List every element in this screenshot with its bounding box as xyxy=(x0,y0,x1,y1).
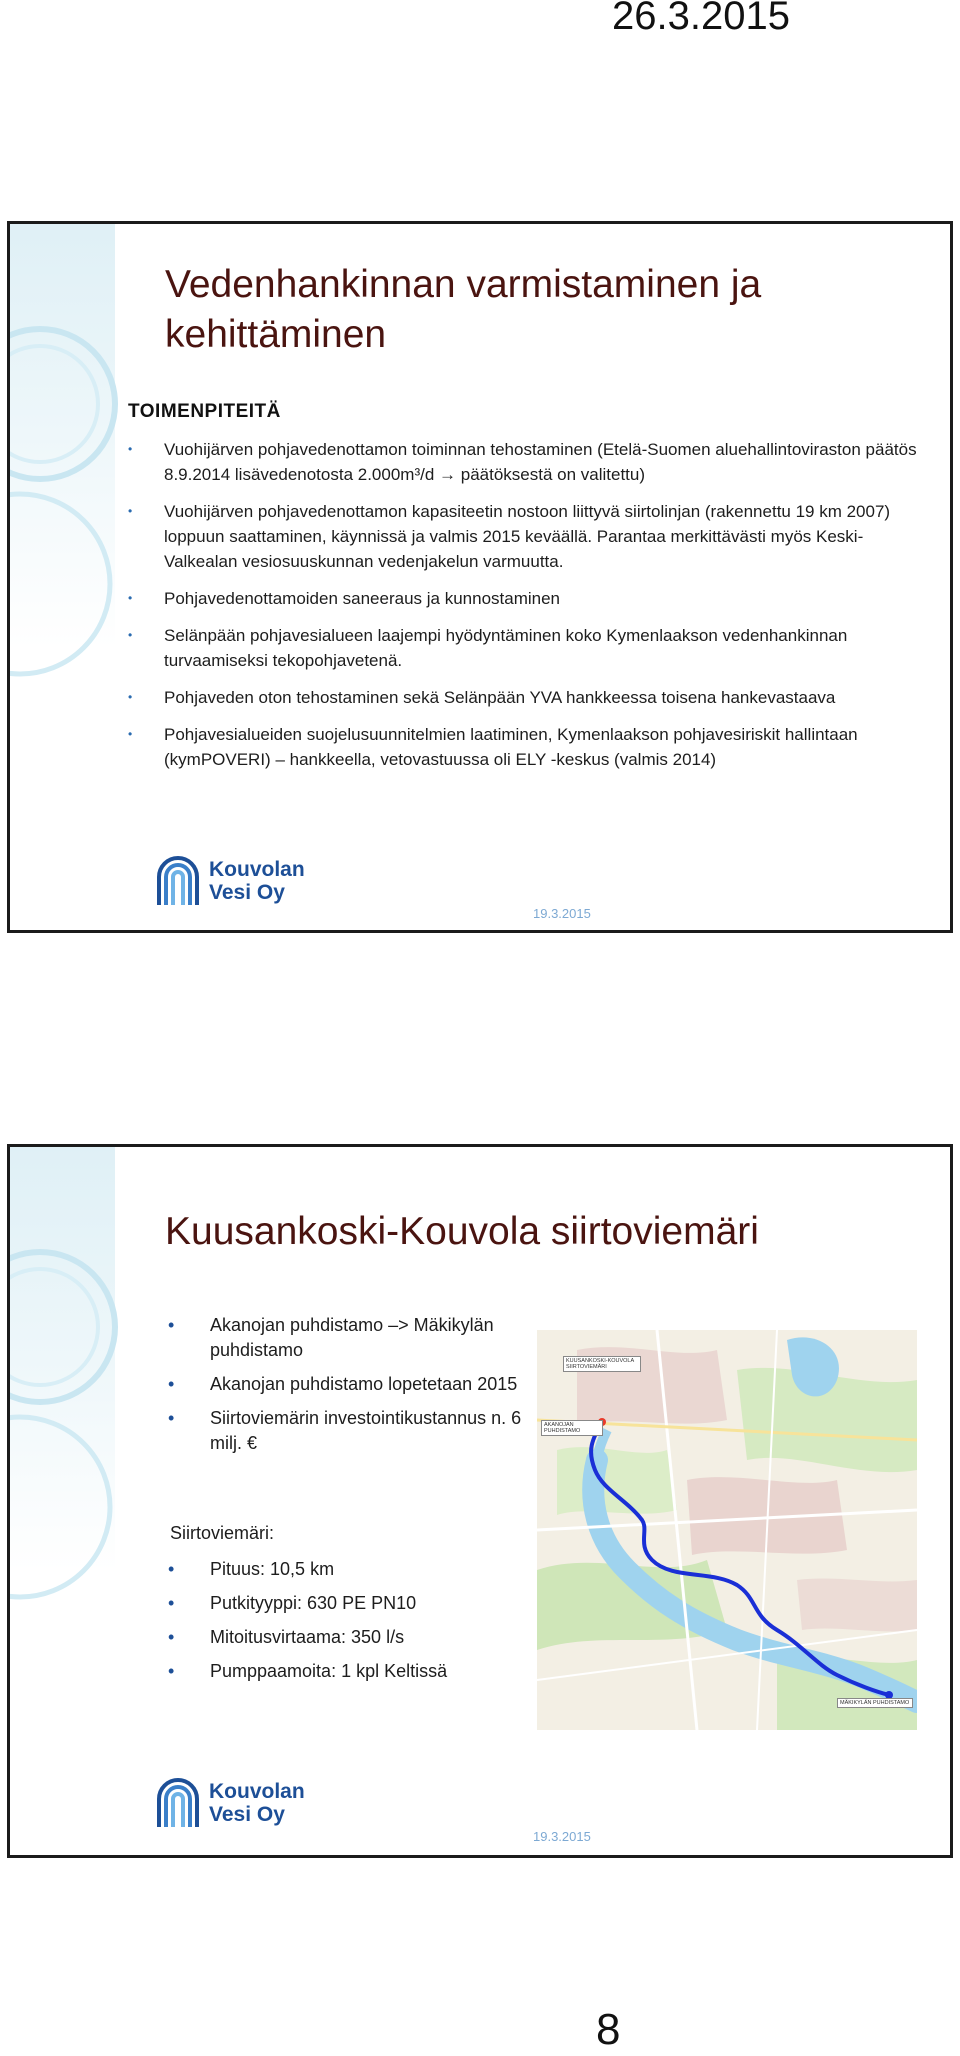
slide-sewer-transfer xyxy=(7,1144,953,1858)
list-item: • Vuohijärven pohjavedenottamon kapasiteetin nostoon liittyvä siirtolinjan (rakennettu 19 km 2007) loppuun saattaminen, käynnissä ja valmis 2015 keväällä. Parantaa merkittävästi myös Keski-Valkealan vesiosuuskunnan vedenjakelun varmuutta. xyxy=(128,499,928,574)
page-date: 26.3.2015 xyxy=(612,0,790,38)
logo-line-1: Kouvolan xyxy=(209,1780,305,1803)
map-label-route: KUUSANKOSKI-KOUVOLA SIIRTOVIEMÄRI xyxy=(563,1356,641,1372)
bullet-list xyxy=(128,437,928,784)
list-item: • Mitoitusvirtaama: 350 l/s xyxy=(168,1625,538,1650)
list-item: • Akanojan puhdistamo lopetetaan 2015 xyxy=(168,1372,538,1397)
slide-subheading: Siirtoviemäri: xyxy=(170,1523,275,1543)
route-map xyxy=(537,1330,917,1730)
logo-line-2: Vesi Oy xyxy=(209,881,285,904)
slide-subheading: TOIMENPITEITÄ xyxy=(128,401,281,422)
list-item: • Pohjaveden oton tehostaminen sekä Selänpään YVA hankkeessa toisena hankevastaava xyxy=(128,685,928,710)
map-label-start: AKANOJAN PUHDISTAMO xyxy=(541,1420,603,1436)
map-image xyxy=(537,1330,917,1730)
water-logo-icon xyxy=(155,1777,201,1829)
list-item: • Pohjavesialueiden suojelusuunnitelmien laatiminen, Kymenlaakson pohjavesiriskit hallintaan (kymPOVERI) – hankkeella, vetovastuussa oli ELY -keskus (valmis 2014) xyxy=(128,722,928,772)
map-label-end: MÄKIKYLÄN PUHDISTAMO xyxy=(837,1698,913,1708)
list-item: • Pumppaamoita: 1 kpl Keltissä xyxy=(168,1659,538,1684)
slide-title: Vedenhankinnan varmistaminen ja kehittäminen xyxy=(165,263,762,356)
list-item: • Pituus: 10,5 km xyxy=(168,1557,538,1582)
spec-list xyxy=(168,1557,538,1693)
slide-date: 19.3.2015 xyxy=(533,906,591,921)
list-item: • Vuohijärven pohjavedenottamon toiminnan tehostaminen (Etelä-Suomen aluehallintoviraston päätös 8.9.2014 lisävedenotosta 2.000m³/d → päätöksestä on valitettu) xyxy=(128,437,928,487)
slide-date: 19.3.2015 xyxy=(533,1829,591,1844)
page-number: 8 xyxy=(596,2005,621,2054)
company-logo xyxy=(155,855,305,907)
slide-water-supply xyxy=(7,221,953,933)
decorative-circles xyxy=(10,1147,150,1858)
water-logo-icon xyxy=(155,855,201,907)
logo-line-1: Kouvolan xyxy=(209,858,305,881)
list-item: • Siirtoviemärin investointikustannus n. 6 milj. € xyxy=(168,1406,538,1456)
logo-line-2: Vesi Oy xyxy=(209,1803,285,1826)
slide-decoration xyxy=(10,1147,115,1855)
list-item: • Putkityyppi: 630 PE PN10 xyxy=(168,1591,538,1616)
list-item: • Selänpään pohjavesialueen laajempi hyödyntäminen koko Kymenlaakson vedenhankinnan turvaamiseksi tekopohjavetenä. xyxy=(128,623,928,673)
slide-decoration xyxy=(10,224,115,930)
company-logo xyxy=(155,1777,305,1829)
list-item: • Akanojan puhdistamo –> Mäkikylän puhdistamo xyxy=(168,1313,538,1363)
slide-title: Kuusankoski-Kouvola siirtoviemäri xyxy=(165,1210,759,1253)
list-item: • Pohjavedenottamoiden saneeraus ja kunnostaminen xyxy=(128,586,928,611)
bullet-list xyxy=(168,1313,538,1465)
